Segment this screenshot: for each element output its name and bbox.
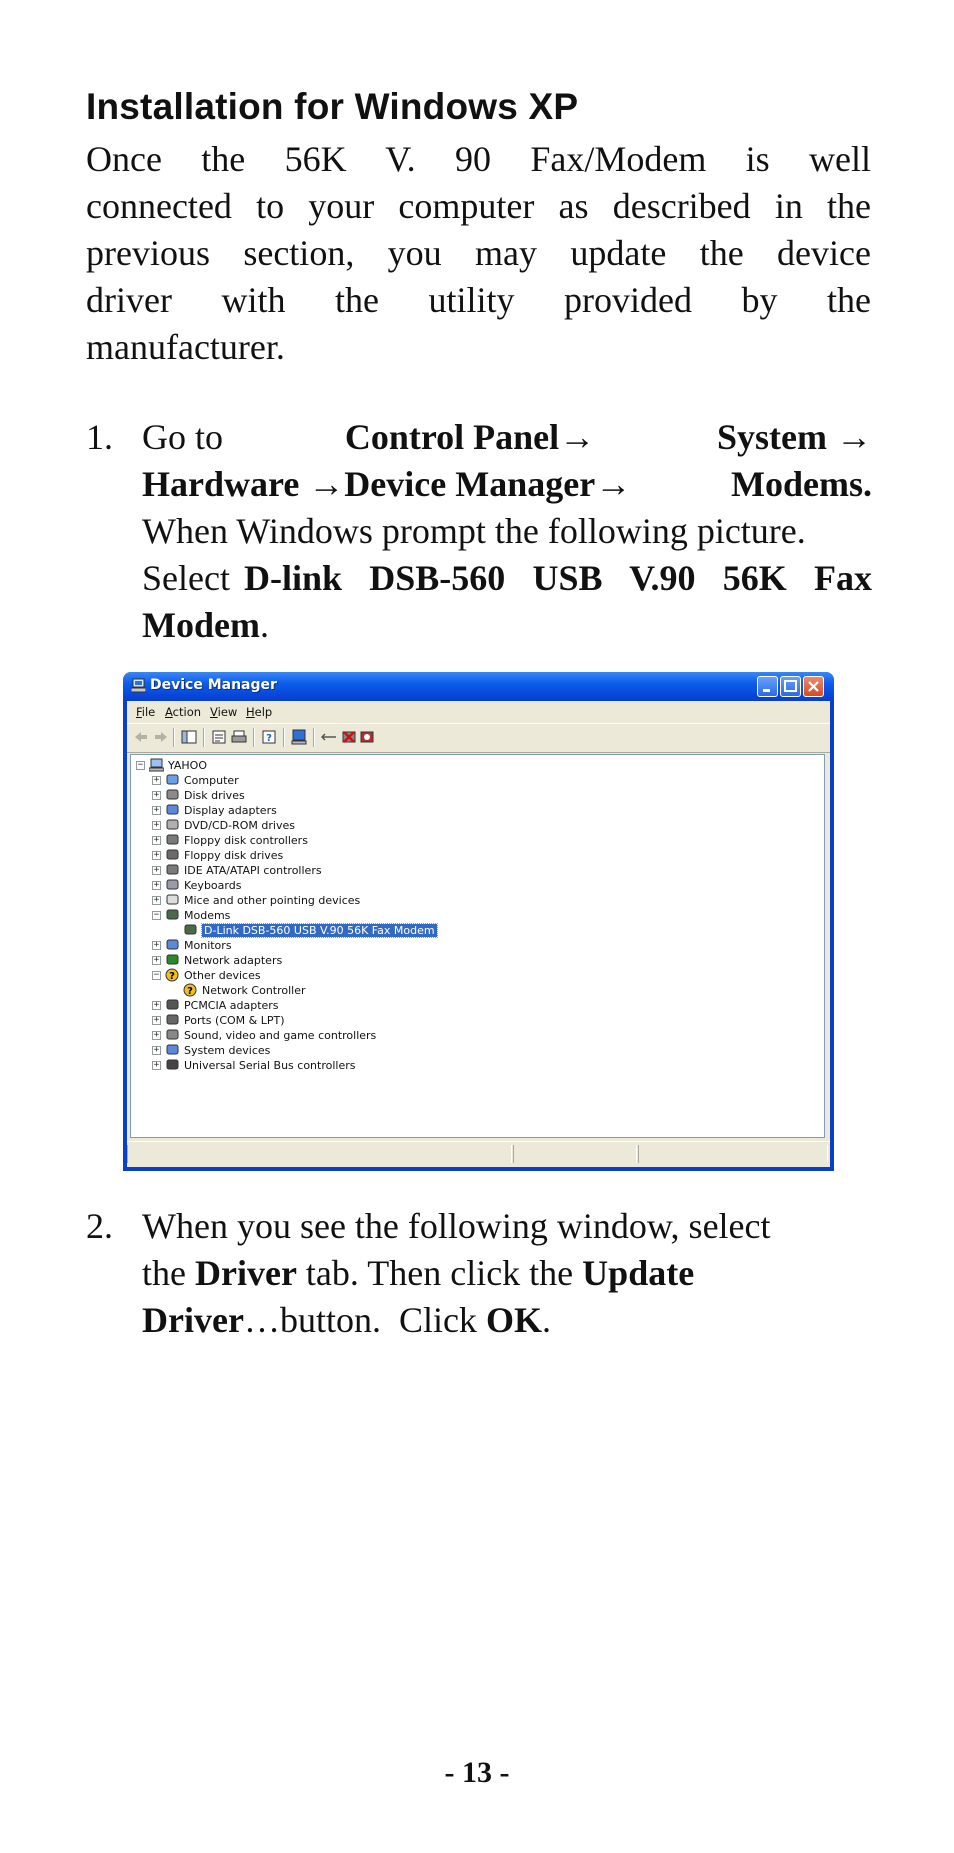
print-icon[interactable] xyxy=(231,729,247,745)
svg-text:?: ? xyxy=(266,733,272,744)
tree-label: Disk drives xyxy=(184,789,245,802)
floppy-drive-icon xyxy=(165,848,180,862)
expand-toggle[interactable]: + xyxy=(153,1030,160,1040)
tree-label: Network Controller xyxy=(202,984,306,997)
expand-toggle[interactable]: + xyxy=(153,835,160,845)
unknown-device-icon xyxy=(165,968,180,982)
toolbar-separator xyxy=(203,728,205,747)
expand-toggle[interactable]: + xyxy=(153,775,160,785)
pcmcia-icon xyxy=(165,998,180,1012)
expand-toggle[interactable]: + xyxy=(153,850,160,860)
sound-icon xyxy=(165,1028,180,1042)
tree-label: DVD/CD-ROM drives xyxy=(184,819,295,832)
expand-toggle[interactable]: + xyxy=(153,1000,160,1010)
device-manager-window xyxy=(123,672,834,1171)
help-icon[interactable] xyxy=(261,729,277,745)
page-number: - 13 - xyxy=(444,1756,510,1789)
expand-toggle[interactable]: + xyxy=(153,880,160,890)
hardware-device-manager-text: Hardware →Device Manager→ xyxy=(142,464,632,504)
tree-label: D-Link DSB-560 USB V.90 56K Fax Modem xyxy=(204,924,435,937)
modem-icon xyxy=(165,908,180,922)
expand-toggle[interactable]: + xyxy=(153,955,160,965)
device-tree xyxy=(130,754,825,1138)
tree-label: Network adapters xyxy=(184,954,283,967)
disable-device-icon[interactable] xyxy=(359,729,375,745)
svg-text:?: ? xyxy=(187,986,193,997)
tree-label: System devices xyxy=(184,1044,271,1057)
status-pane xyxy=(127,1145,512,1163)
menu-view[interactable]: View xyxy=(210,705,238,719)
title-bar[interactable] xyxy=(123,672,834,701)
window-client-area xyxy=(127,701,830,1167)
close-button[interactable] xyxy=(803,676,824,697)
toolbar-separator xyxy=(283,728,285,747)
computer-icon xyxy=(149,758,164,772)
step-number: 1. xyxy=(86,417,113,457)
step-1-line xyxy=(142,461,872,508)
expand-toggle[interactable]: + xyxy=(153,1045,160,1055)
step-text: …button. Click xyxy=(243,1300,477,1340)
menu-help[interactable]: Help xyxy=(246,705,273,719)
expand-toggle[interactable]: + xyxy=(153,865,160,875)
step-text: . xyxy=(259,605,269,645)
intro-paragraph xyxy=(86,136,871,371)
expand-toggle[interactable]: + xyxy=(153,790,160,800)
intro-line: connected to your computer as described in the xyxy=(86,186,871,226)
menu-file[interactable]: File xyxy=(136,705,156,719)
step-1-line xyxy=(142,602,872,649)
intro-line: driver with the utility provided by the xyxy=(86,280,871,320)
tree-label: Floppy disk drives xyxy=(184,849,284,862)
status-pane xyxy=(513,1145,637,1163)
system-device-icon xyxy=(165,1043,180,1057)
expand-toggle[interactable]: + xyxy=(153,1015,160,1025)
monitor-icon xyxy=(165,938,180,952)
toolbar-separator xyxy=(253,728,255,747)
expand-toggle[interactable]: + xyxy=(153,820,160,830)
update-driver-icon[interactable] xyxy=(321,729,337,745)
tree-category-item[interactable] xyxy=(165,1057,355,1074)
uninstall-icon[interactable] xyxy=(341,729,357,745)
status-pane xyxy=(638,1145,828,1163)
tree-label: IDE ATA/ATAPI controllers xyxy=(184,864,322,877)
svg-text:?: ? xyxy=(169,971,175,982)
tree-label: Universal Serial Bus controllers xyxy=(184,1059,356,1072)
step-2-line xyxy=(142,1297,872,1344)
step-2-line xyxy=(142,1250,872,1297)
tree-label: Display adapters xyxy=(184,804,277,817)
tree-label: Other devices xyxy=(184,969,261,982)
collapse-toggle[interactable]: − xyxy=(153,970,160,980)
expand-toggle[interactable]: + xyxy=(153,895,160,905)
step-1-line xyxy=(142,508,872,555)
tree-label: Mice and other pointing devices xyxy=(184,894,361,907)
section-heading: Installation for Windows XP xyxy=(86,86,579,127)
step-number: 2. xyxy=(86,1206,113,1246)
minimize-icon xyxy=(758,677,777,696)
toolbar-separator xyxy=(313,728,315,747)
expand-toggle[interactable]: + xyxy=(153,940,160,950)
menu-bar xyxy=(127,701,830,723)
step-text: When you see the following window, select xyxy=(142,1206,771,1246)
usb-icon xyxy=(165,1058,180,1072)
status-bar xyxy=(127,1141,830,1166)
minimize-button[interactable] xyxy=(757,676,778,697)
collapse-toggle[interactable]: − xyxy=(153,910,160,920)
close-icon xyxy=(804,677,823,696)
back-icon[interactable] xyxy=(133,729,149,745)
step-text: Select xyxy=(142,558,230,598)
step-2-line xyxy=(142,1203,872,1250)
control-panel-text: Control Panel→ xyxy=(344,417,596,457)
system-text: System → xyxy=(717,417,872,457)
dvd-drive-icon xyxy=(165,818,180,832)
step-text: the xyxy=(142,1253,186,1293)
network-adapter-icon xyxy=(165,953,180,967)
menu-action[interactable]: Action xyxy=(165,705,202,719)
step-text: When Windows prompt the following picture. xyxy=(142,511,806,551)
keyboard-icon xyxy=(165,878,180,892)
maximize-icon xyxy=(781,677,800,696)
step-1-line xyxy=(142,414,872,461)
intro-line: previous section, you may update the device xyxy=(86,233,871,273)
device-manager-icon xyxy=(131,678,146,693)
display-adapter-icon xyxy=(165,803,180,817)
expand-toggle[interactable]: + xyxy=(153,1060,160,1070)
modems-text: Modems. xyxy=(731,464,872,504)
tree-label: Monitors xyxy=(184,939,232,952)
step-1-line xyxy=(142,555,872,602)
toolbar xyxy=(127,723,830,753)
maximize-button[interactable] xyxy=(780,676,801,697)
ok-text: OK xyxy=(485,1300,542,1340)
device-name-text: D-link DSB-560 USB V.90 56K Fax xyxy=(243,558,872,598)
intro-line: Once the 56K V. 90 Fax/Modem is well xyxy=(86,139,871,179)
disk-drive-icon xyxy=(165,788,180,802)
scan-hardware-icon[interactable] xyxy=(291,729,307,745)
forward-icon[interactable] xyxy=(153,729,169,745)
port-icon xyxy=(165,1013,180,1027)
tree-label: Ports (COM & LPT) xyxy=(184,1014,285,1027)
unknown-device-icon xyxy=(183,983,198,997)
tree-label: Sound, video and game controllers xyxy=(184,1029,377,1042)
tree-label: Modems xyxy=(184,909,231,922)
step-text: . xyxy=(541,1300,551,1340)
device-name-text: Modem xyxy=(142,605,260,645)
floppy-controller-icon xyxy=(165,833,180,847)
computer-icon xyxy=(165,773,180,787)
show-hide-tree-icon[interactable] xyxy=(181,729,197,745)
intro-line: manufacturer. xyxy=(86,327,285,367)
mouse-icon xyxy=(165,893,180,907)
tree-label: PCMCIA adapters xyxy=(184,999,279,1012)
driver-button-text: Driver xyxy=(142,1300,244,1340)
collapse-toggle[interactable]: − xyxy=(137,760,144,770)
ide-controller-icon xyxy=(165,863,180,877)
step-text: Go to xyxy=(142,417,223,457)
properties-icon[interactable] xyxy=(211,729,227,745)
step-text: tab. Then click the xyxy=(305,1253,574,1293)
tree-label: Keyboards xyxy=(184,879,242,892)
window-title: Device Manager xyxy=(150,677,277,693)
tree-label: Floppy disk controllers xyxy=(184,834,308,847)
tree-label: Computer xyxy=(184,774,239,787)
modem-icon xyxy=(183,923,198,937)
toolbar-separator xyxy=(173,728,175,747)
expand-toggle[interactable]: + xyxy=(153,805,160,815)
tree-label: YAHOO xyxy=(168,759,207,772)
driver-tab-text: Driver xyxy=(194,1253,297,1293)
update-text: Update xyxy=(582,1253,695,1293)
